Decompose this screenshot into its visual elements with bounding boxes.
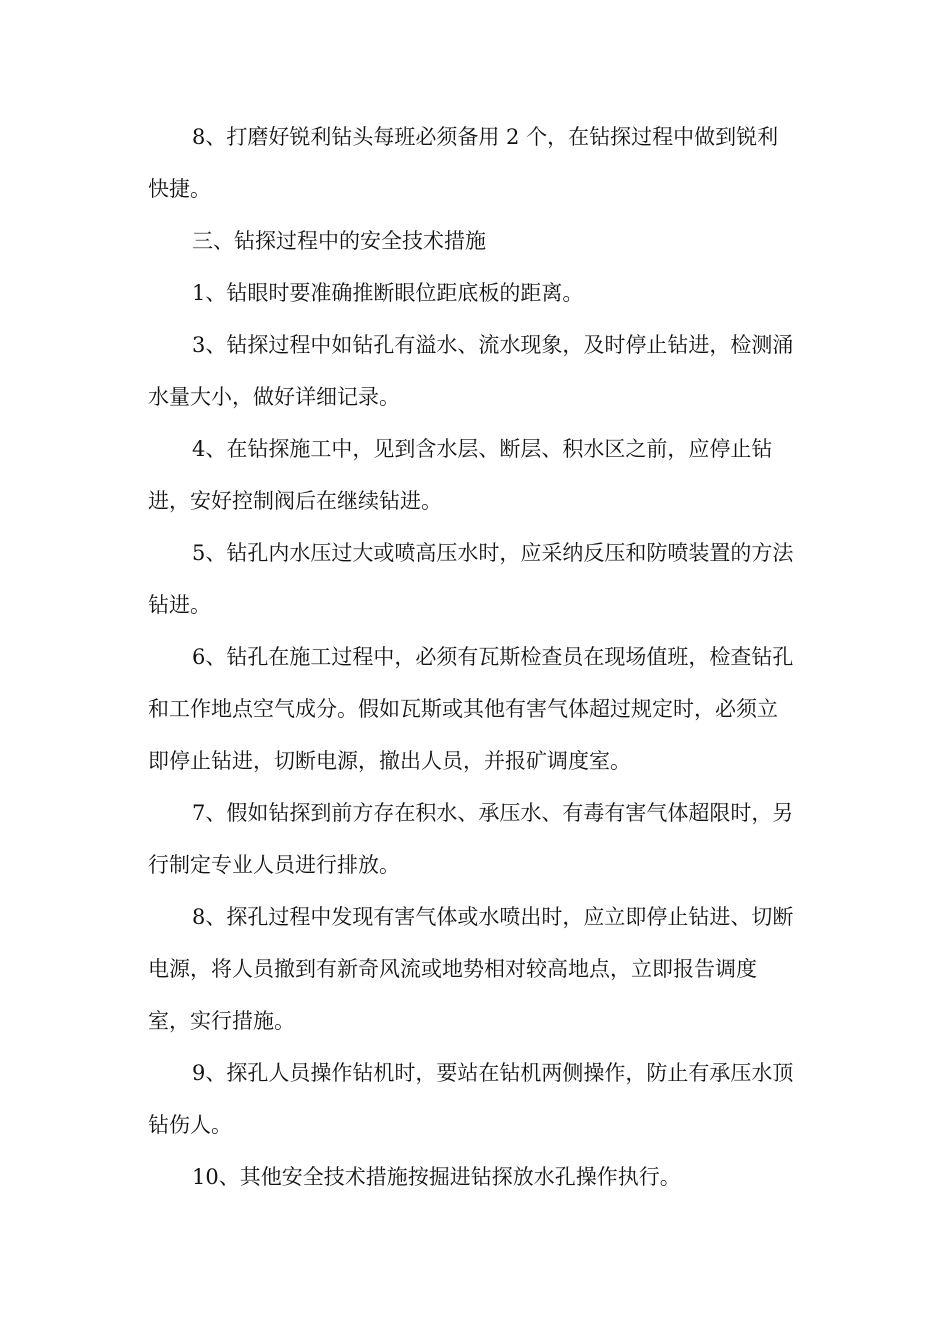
paragraph-item-4: 4、在钻探施工中，见到含水层、断层、积水区之前，应停止钻进，安好控制阀后在继续钻进。	[148, 437, 773, 513]
section-heading-safety-measures: 三、钻探过程中的安全技术措施	[192, 229, 486, 253]
paragraph-item-9: 9、探孔人员操作钻机时，要站在钻机两侧操作，防止有承压水顶钻伤人。	[148, 1061, 794, 1137]
paragraph-item-8: 8、探孔过程中发现有害气体或水喷出时，应立即停止钻进、切断电源，将人员撤到有新奇风流或地势相对较高地点，立即报告调度室，实行措施。	[148, 905, 794, 1033]
paragraph-item-10: 10、其他安全技术措施按掘进钻探放水孔操作执行。	[192, 1165, 681, 1189]
paragraph-item-3: 3、钻探过程中如钻孔有溢水、流水现象，及时停止钻进，检测涌水量大小，做好详细记录。	[148, 333, 794, 409]
paragraph-item-6: 6、钻孔在施工过程中，必须有瓦斯检查员在现场值班，检查钻孔和工作地点空气成分。假如瓦斯或其他有害气体超过规定时，必须立即停止钻进，切断电源，撤出人员，并报矿调度室。	[148, 645, 794, 773]
paragraph-item-7: 7、假如钻探到前方存在积水、承压水、有毒有害气体超限时，另行制定专业人员进行排放。	[148, 801, 794, 877]
paragraph-item-1: 1、钻眼时要准确推断眼位距底板的距离。	[192, 281, 584, 305]
paragraph-item-5: 5、钻孔内水压过大或喷高压水时，应采纳反压和防喷装置的方法钻进。	[148, 541, 794, 617]
paragraph-item-8-drill-bits: 8、打磨好锐利钻头每班必须备用 2 个，在钻探过程中做到锐利快捷。	[148, 125, 779, 201]
document-body	[148, 111, 798, 1203]
